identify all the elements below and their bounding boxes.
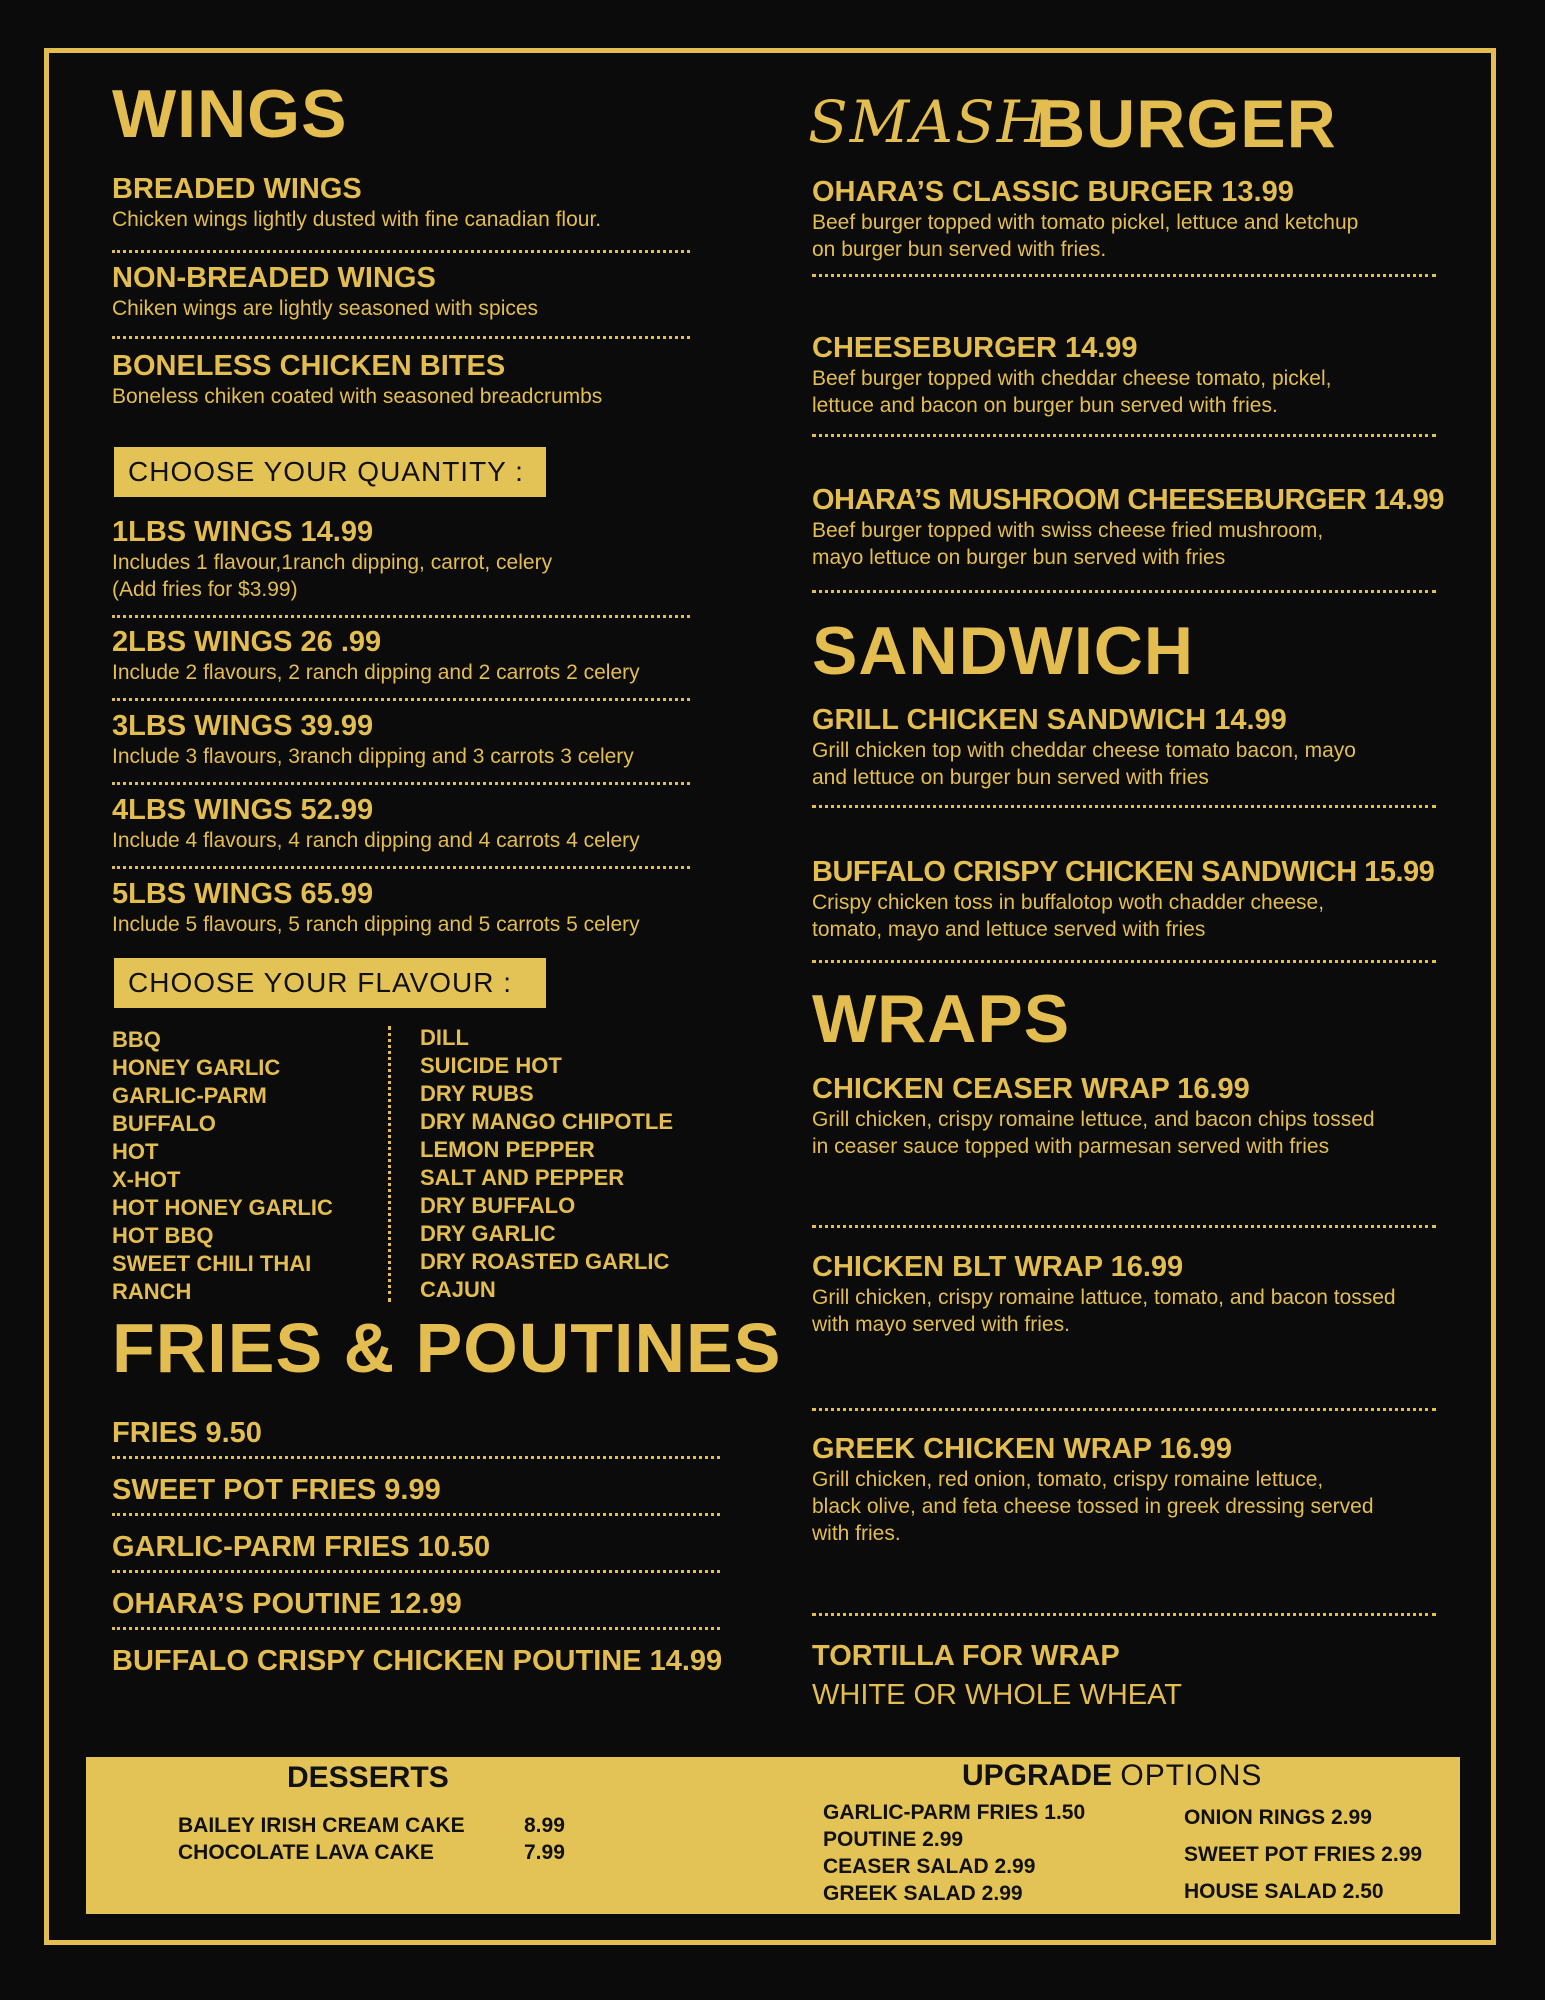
upgrade-item: GREEK SALAD 2.99 bbox=[823, 1882, 1023, 1905]
dotted-divider bbox=[112, 1513, 720, 1516]
item-title: 2LBS WINGS 26 .99 bbox=[112, 626, 382, 658]
flavour-item: CAJUN bbox=[420, 1277, 496, 1302]
flavour-item: BBQ bbox=[112, 1027, 161, 1052]
flavour-item: BUFFALO bbox=[112, 1111, 216, 1136]
choose-flavour-label: CHOOSE YOUR FLAVOUR : bbox=[114, 958, 546, 1008]
item-description: Grill chicken top with cheddar cheese tomato bacon, mayo bbox=[812, 738, 1356, 762]
upgrade-options-heading bbox=[962, 1759, 1262, 1793]
item-description: Include 5 flavours, 5 ranch dipping and 5 carrots 5 celery bbox=[112, 912, 640, 936]
item-title: CHICKEN CEASER WRAP 16.99 bbox=[812, 1073, 1250, 1105]
burger-heading: BURGER bbox=[1036, 86, 1337, 162]
dotted-divider bbox=[812, 274, 1436, 277]
item-title: 1LBS WINGS 14.99 bbox=[112, 516, 374, 548]
item-description: Include 2 flavours, 2 ranch dipping and 2 carrots 2 celery bbox=[112, 660, 640, 684]
dessert-name: CHOCOLATE LAVA CAKE bbox=[178, 1841, 434, 1864]
burger-item bbox=[812, 333, 1472, 419]
item-title: BONELESS CHICKEN BITES bbox=[112, 350, 506, 382]
smash-script-title: SMASH bbox=[808, 88, 1050, 156]
item-description-line2: lettuce and bacon on burger bun served with fries. bbox=[812, 393, 1278, 417]
flavour-item: DRY GARLIC bbox=[420, 1221, 556, 1246]
item-description: Crispy chicken toss in buffalotop woth chadder cheese, bbox=[812, 890, 1325, 914]
flavour-item: HOT bbox=[112, 1139, 159, 1164]
sandwich-heading: SANDWICH bbox=[812, 613, 1194, 689]
flavour-item: SWEET CHILI THAI bbox=[112, 1251, 312, 1276]
fries-heading: FRIES & POUTINES bbox=[112, 1309, 782, 1387]
flavour-list-right bbox=[420, 1024, 720, 1304]
item-description: Boneless chiken coated with seasoned breadcrumbs bbox=[112, 384, 603, 408]
flavour-item: SUICIDE HOT bbox=[420, 1053, 562, 1078]
item-description: Include 4 flavours, 4 ranch dipping and 4 carrots 4 celery bbox=[112, 828, 640, 852]
upgrade-list-right bbox=[1184, 1799, 1422, 1910]
dotted-divider bbox=[112, 782, 690, 785]
dotted-divider bbox=[812, 805, 1436, 808]
flavour-item: GARLIC-PARM bbox=[112, 1083, 267, 1108]
item-title: BUFFALO CRISPY CHICKEN SANDWICH 15.99 bbox=[812, 856, 1435, 888]
desserts-heading: DESSERTS bbox=[287, 1761, 449, 1794]
dotted-divider bbox=[812, 1613, 1436, 1616]
tortilla-title: TORTILLA FOR WRAP bbox=[812, 1640, 1120, 1672]
flavour-item: SALT AND PEPPER bbox=[420, 1165, 625, 1190]
burger-item bbox=[812, 177, 1472, 263]
dotted-divider bbox=[812, 960, 1436, 963]
flavour-item: X-HOT bbox=[112, 1167, 181, 1192]
dessert-price: 7.99 bbox=[524, 1841, 565, 1864]
dotted-divider bbox=[112, 698, 690, 701]
dotted-divider bbox=[812, 1225, 1436, 1228]
dessert-price: 8.99 bbox=[524, 1814, 565, 1837]
item-description-line2: mayo lettuce on burger bun served with fries bbox=[812, 545, 1226, 569]
dotted-divider bbox=[812, 434, 1436, 437]
quantity-item bbox=[112, 711, 712, 770]
upgrade-item: CEASER SALAD 2.99 bbox=[823, 1855, 1036, 1878]
wings-item bbox=[112, 174, 692, 233]
dotted-divider bbox=[112, 866, 690, 869]
item-description: Grill chicken, crispy romaine lattuce, tomato, and bacon tossed bbox=[812, 1285, 1396, 1309]
item-title: 3LBS WINGS 39.99 bbox=[112, 710, 374, 742]
upgrade-item: SWEET POT FRIES 2.99 bbox=[1184, 1843, 1423, 1866]
item-description: Includes 1 flavour,1ranch dipping, carrot, celery bbox=[112, 550, 553, 574]
wrap-item bbox=[812, 1434, 1492, 1547]
choose-quantity-label: CHOOSE YOUR QUANTITY : bbox=[114, 447, 546, 497]
dotted-divider bbox=[112, 1456, 720, 1459]
flavour-item: HOT BBQ bbox=[112, 1223, 214, 1248]
item-description: Chiken wings are lightly seasoned with spices bbox=[112, 296, 539, 320]
item-description-line2: and lettuce on burger bun served with fries bbox=[812, 765, 1209, 789]
item-description: Chicken wings lightly dusted with fine canadian flour. bbox=[112, 207, 602, 231]
quantity-item bbox=[112, 517, 712, 603]
flavour-item: LEMON PEPPER bbox=[420, 1137, 595, 1162]
wings-heading: WINGS bbox=[112, 76, 348, 152]
flavour-column-divider bbox=[388, 1026, 391, 1302]
item-title: GRILL CHICKEN SANDWICH 14.99 bbox=[812, 704, 1287, 736]
flavour-item: DILL bbox=[420, 1025, 469, 1050]
upgrade-item: HOUSE SALAD 2.50 bbox=[1184, 1880, 1384, 1903]
upgrade-item: POUTINE 2.99 bbox=[823, 1828, 964, 1851]
fries-item: GARLIC-PARM FRIES 10.50 bbox=[112, 1531, 491, 1563]
flavour-item: DRY RUBS bbox=[420, 1081, 534, 1106]
upgrade-item: GARLIC-PARM FRIES 1.50 bbox=[823, 1801, 1086, 1824]
item-description: Grill chicken, crispy romaine lettuce, and bacon chips tossed bbox=[812, 1107, 1375, 1131]
item-description-line2: tomato, mayo and lettuce served with fries bbox=[812, 917, 1206, 941]
item-title: GREEK CHICKEN WRAP 16.99 bbox=[812, 1433, 1233, 1465]
fries-item: OHARA’S POUTINE 12.99 bbox=[112, 1588, 462, 1620]
upgrade-list-left bbox=[823, 1799, 1085, 1907]
flavour-item: DRY BUFFALO bbox=[420, 1193, 576, 1218]
item-description-line2: with mayo served with fries. bbox=[812, 1312, 1070, 1336]
item-description-line2: on burger bun served with fries. bbox=[812, 237, 1107, 261]
burger-item bbox=[812, 485, 1492, 571]
upgrade-item: ONION RINGS 2.99 bbox=[1184, 1806, 1372, 1829]
quantity-item bbox=[112, 795, 712, 854]
upgrade-heading-light: OPTIONS bbox=[1120, 1759, 1263, 1792]
item-title: OHARA’S CLASSIC BURGER 13.99 bbox=[812, 176, 1294, 208]
item-title: 4LBS WINGS 52.99 bbox=[112, 794, 374, 826]
item-title: OHARA’S MUSHROOM CHEESEBURGER 14.99 bbox=[812, 484, 1444, 516]
dessert-name: BAILEY IRISH CREAM CAKE bbox=[178, 1814, 465, 1837]
wrap-item bbox=[812, 1252, 1492, 1338]
tortilla-choices: WHITE OR WHOLE WHEAT bbox=[812, 1678, 1183, 1711]
item-description: Beef burger topped with tomato pickel, lettuce and ketchup bbox=[812, 210, 1359, 234]
dotted-divider bbox=[112, 1570, 720, 1573]
fries-item: FRIES 9.50 bbox=[112, 1417, 262, 1449]
quantity-item bbox=[112, 879, 712, 938]
item-description: Grill chicken, red onion, tomato, crispy romaine lettuce, bbox=[812, 1467, 1324, 1491]
item-title: CHEESEBURGER 14.99 bbox=[812, 332, 1138, 364]
item-description-line2: in ceaser sauce topped with parmesan served with fries bbox=[812, 1134, 1330, 1158]
dotted-divider bbox=[112, 336, 690, 339]
fries-item: SWEET POT FRIES 9.99 bbox=[112, 1474, 441, 1506]
item-description-line3: with fries. bbox=[812, 1521, 901, 1545]
item-description-line2: black olive, and feta cheese tossed in greek dressing served bbox=[812, 1494, 1374, 1518]
flavour-item: DRY MANGO CHIPOTLE bbox=[420, 1109, 674, 1134]
item-title: 5LBS WINGS 65.99 bbox=[112, 878, 374, 910]
item-description: Include 3 flavours, 3ranch dipping and 3 carrots 3 celery bbox=[112, 744, 634, 768]
dotted-divider bbox=[812, 1408, 1436, 1411]
wraps-heading: WRAPS bbox=[812, 981, 1071, 1057]
tortilla-options bbox=[812, 1641, 1412, 1712]
item-description-note: (Add fries for $3.99) bbox=[112, 577, 298, 601]
item-description: Beef burger topped with swiss cheese fried mushroom, bbox=[812, 518, 1324, 542]
sandwich-item bbox=[812, 705, 1492, 791]
flavour-item: DRY ROASTED GARLIC bbox=[420, 1249, 670, 1274]
dotted-divider bbox=[112, 250, 690, 253]
wings-item bbox=[112, 351, 692, 410]
flavour-list-left bbox=[112, 1026, 392, 1306]
flavour-item: HOT HONEY GARLIC bbox=[112, 1195, 333, 1220]
quantity-item bbox=[112, 627, 712, 686]
footer-panel bbox=[86, 1757, 1460, 1914]
item-title: BREADED WINGS bbox=[112, 173, 362, 205]
item-description: Beef burger topped with cheddar cheese tomato, pickel, bbox=[812, 366, 1332, 390]
sandwich-item bbox=[812, 857, 1502, 943]
dotted-divider bbox=[112, 615, 690, 618]
item-title: CHICKEN BLT WRAP 16.99 bbox=[812, 1251, 1184, 1283]
item-title: NON-BREADED WINGS bbox=[112, 262, 436, 294]
upgrade-heading-bold: UPGRADE bbox=[962, 1759, 1113, 1792]
wings-item bbox=[112, 263, 692, 322]
flavour-item: HONEY GARLIC bbox=[112, 1055, 281, 1080]
dotted-divider bbox=[112, 1627, 720, 1630]
dotted-divider bbox=[812, 590, 1436, 593]
fries-item: BUFFALO CRISPY CHICKEN POUTINE 14.99 bbox=[112, 1645, 723, 1677]
flavour-item: RANCH bbox=[112, 1279, 192, 1304]
wrap-item bbox=[812, 1074, 1492, 1160]
